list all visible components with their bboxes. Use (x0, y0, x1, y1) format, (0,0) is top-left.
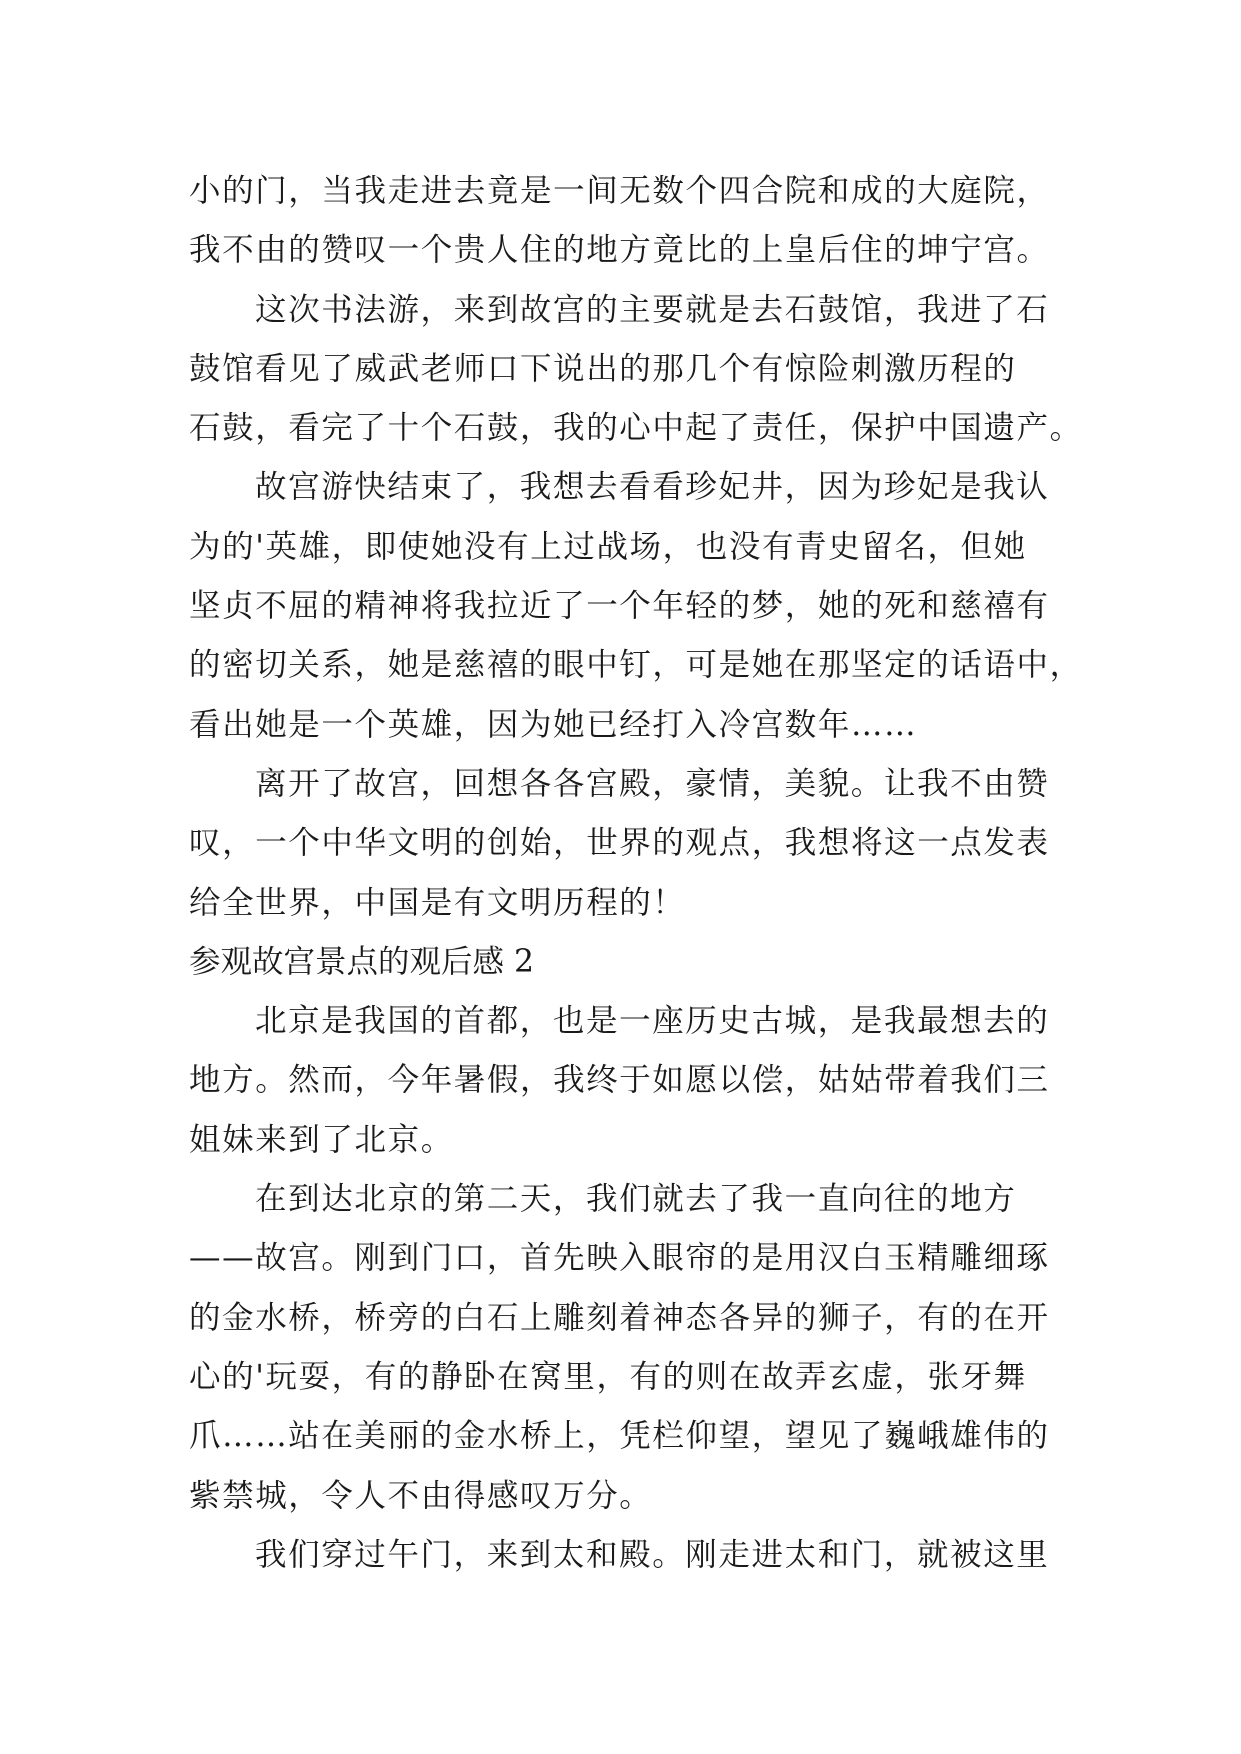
text-line: 坚贞不屈的精神将我拉近了一个年轻的梦，她的死和慈禧有 (189, 588, 1050, 625)
text-line: 故宫游快结束了，我想去看看珍妃井，因为珍妃是我认 (255, 469, 1050, 506)
text-line: 北京是我国的首都，也是一座历史古城，是我最想去的 (255, 1003, 1050, 1040)
text-line: 离开了故宫，回想各各宫殿，豪情，美貌。让我不由赞 (255, 765, 1050, 802)
text-line: 紫禁城，令人不由得感叹万分。 (189, 1477, 653, 1514)
text-line: 姐妹来到了北京。 (189, 1121, 454, 1158)
text-line: 在到达北京的第二天，我们就去了我一直向往的地方 (255, 1181, 1017, 1218)
text-line: 看出她是一个英雄，因为她已经打入冷宫数年…… (189, 706, 918, 743)
text-line: 为的'英雄，即使她没有上过战场，也没有青史留名，但她 (189, 528, 1027, 565)
paragraph (189, 1526, 1055, 1585)
text-line: 心的'玩耍，有的静卧在窝里，有的则在故弄玄虚，张牙舞 (189, 1358, 1027, 1395)
text-line: 石鼓，看完了十个石鼓，我的心中起了责任，保护中国遗产。 (189, 410, 1083, 447)
paragraph (189, 281, 1083, 459)
document-body (189, 162, 1083, 1585)
text-line: 我们穿过午门，来到太和殿。刚走进太和门，就被这里 (255, 1536, 1050, 1573)
text-line: ——故宫。刚到门口，首先映入眼帘的是用汉白玉精雕细琢 (189, 1240, 1050, 1277)
paragraph (189, 1170, 1055, 1526)
text-line: 鼓馆看见了威武老师口下说出的那几个有惊险刺激历程的 (189, 350, 1017, 387)
paragraph (189, 458, 1083, 754)
heading-text: 参观故宫景点的观后感 2 (189, 943, 535, 980)
text-line: 的密切关系，她是慈禧的眼中钉，可是她在那坚定的话语中， (189, 647, 1083, 684)
paragraph (189, 992, 1055, 1170)
paragraph (189, 755, 1055, 933)
text-line: 给全世界，中国是有文明历程的！ (189, 884, 686, 921)
text-line: 这次书法游，来到故宫的主要就是去石鼓馆，我进了石 (255, 291, 1050, 328)
text-line: 地方。然而，今年暑假，我终于如愿以偿，姑姑带着我们三 (189, 1062, 1050, 1099)
section-heading (189, 933, 1055, 992)
text-line: 叹，一个中华文明的创始，世界的观点，我想将这一点发表 (189, 825, 1050, 862)
text-line: 爪……站在美丽的金水桥上，凭栏仰望，望见了巍峨雄伟的 (189, 1418, 1050, 1455)
text-line: 的金水桥，桥旁的白石上雕刻着神态各异的狮子，有的在开 (189, 1299, 1050, 1336)
text-line: 我不由的赞叹一个贵人住的地方竟比的上皇后住的坤宁宫。 (189, 232, 1050, 269)
text-line: 小的门，当我走进去竟是一间无数个四合院和成的大庭院， (189, 173, 1050, 209)
paragraph (189, 162, 1055, 281)
